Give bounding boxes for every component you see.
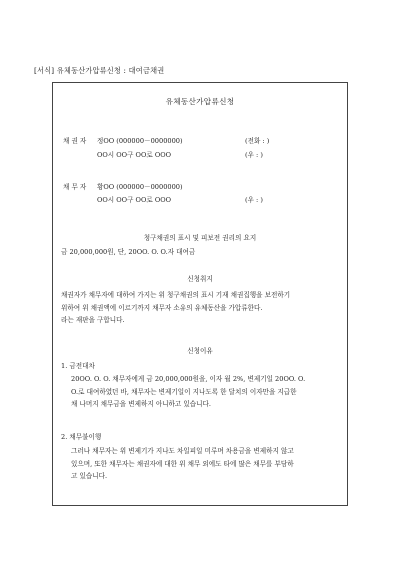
creditor-name-id: 정OO (000000－0000000) xyxy=(97,137,183,145)
claim-text: 금 20,000,000원, 단, 20OO. O. O.자 대여금 xyxy=(61,248,196,256)
section1-line: O.로 대여하였던 바, 채무자는 변제기일이 지나도록 한 달치의 이자만을 지급한 xyxy=(71,387,297,396)
section2-paragraph xyxy=(71,445,294,483)
debtor-zip: (우 : ) xyxy=(245,196,263,204)
debtor-label: 채 무 자 xyxy=(63,183,87,191)
section1-paragraph xyxy=(71,373,305,411)
claim-heading: 청구채권의 표시 및 피보전 권리의 요지 xyxy=(143,234,257,242)
document-frame xyxy=(52,82,348,506)
creditor-zip: (우 : ) xyxy=(245,151,263,159)
form-caption: [서식] 유체동산가압류신청 : 대여금채권 xyxy=(34,66,165,75)
section1-line: 채 나머지 채무금을 변제하지 아니하고 있습니다. xyxy=(71,400,211,408)
document-title: 유체동산가압류신청 xyxy=(165,97,235,106)
reasons-heading: 신청이유 xyxy=(187,347,213,355)
purpose-paragraph xyxy=(61,289,290,327)
section2-line: 그러나 채무자는 위 변제기가 지나도 차일피일 미루며 차용금을 변제하지 않고 xyxy=(71,447,294,455)
creditor-label: 채 권 자 xyxy=(63,137,87,145)
creditor-address: OO시 OO구 OO로 OOO xyxy=(97,151,172,159)
debtor-address: OO시 OO구 OO로 OOO xyxy=(97,196,172,204)
purpose-line: 채권자가 채무자에 대하여 가지는 위 청구채권의 표시 기재 채권집행을 보전하기 xyxy=(61,291,291,299)
purpose-heading: 신청취지 xyxy=(187,275,213,283)
debtor-name-id: 황OO (000000－0000000) xyxy=(97,183,183,191)
section2-line: 있으며, 또한 채무자는 채권자에 대한 위 채무 외에도 타에 많은 채무를 부담하 xyxy=(71,459,294,468)
purpose-line: 위하여 위 채권액에 이르기까지 채무자 소유의 유체동산을 가압류한다. xyxy=(61,303,263,312)
section1-heading: 1. 금전대차 xyxy=(61,362,95,370)
section2-line: 고 있습니다. xyxy=(71,472,108,480)
section2-heading: 2. 채무불이행 xyxy=(61,433,102,441)
purpose-line: 라는 재판을 구합니다. xyxy=(61,316,125,324)
creditor-phone: (전화 : ) xyxy=(245,137,270,145)
section1-line: 20OO. O. O. 채무자에게 금 20,000,000원을, 이자 월 2%, 변제기일 20OO. O. xyxy=(71,375,306,383)
